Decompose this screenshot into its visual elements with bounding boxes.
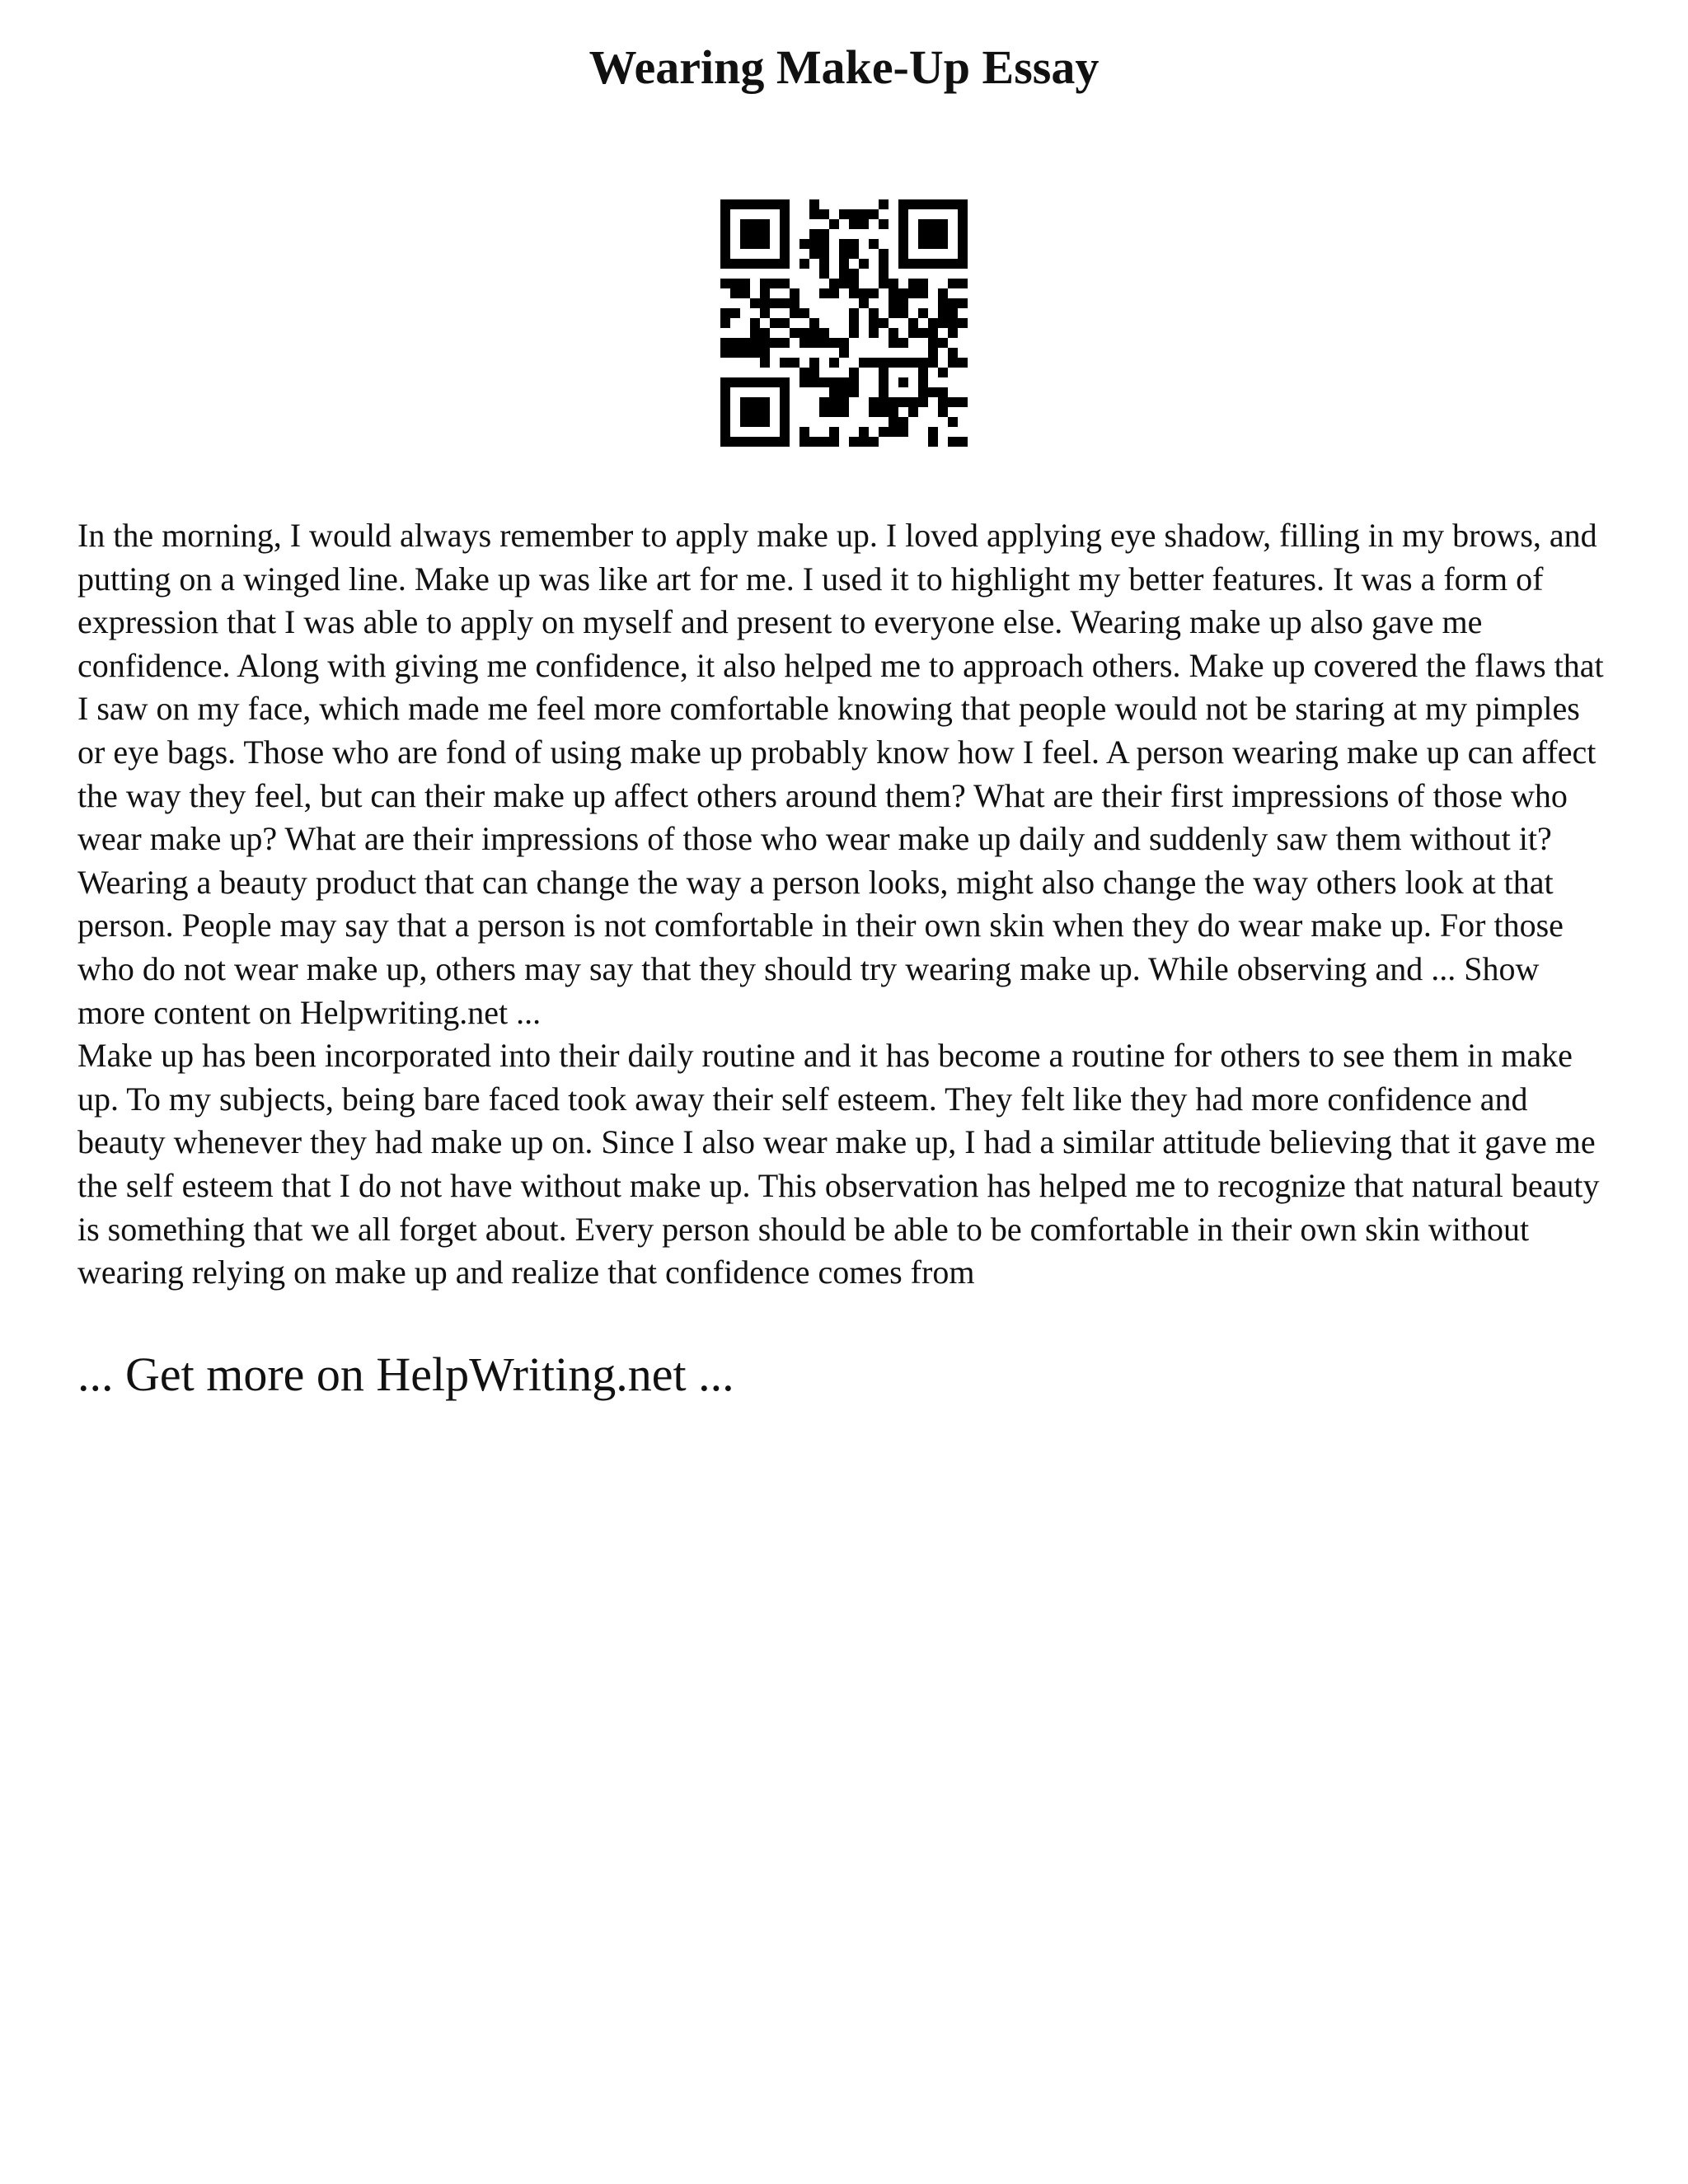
get-more-link[interactable]: ... Get more on HelpWriting.net ... — [77, 1347, 734, 1401]
qr-code-icon[interactable] — [720, 199, 968, 447]
essay-body — [77, 514, 1611, 1295]
essay-paragraph-1: In the morning, I would always remember to apply make up. I loved applying eye shadow, filling in my brows, and putting on a winged line. Make up was like art for me. I used it to highlight my better features. It was a form of expression that I was able to apply on myself and present to everyone else. Wearing make up also gave me confidence. Along with giving me confidence, it also helped me to approach others. Make up covered the flaws that I saw on my face, which made me feel more comfortable knowing that people would not be staring at my pimples or eye bags. Those who are fond of using make up probably know how I feel. A person wearing make up can affect the way they feel, but can their make up affect others around them? What are their first impressions of those who wear make up? What are their impressions of those who wear make up daily and suddenly saw them without it? Wearing a beauty product that can change the way a person looks, might also change the way others look at that person. People may say that a person is not comfortable in their own skin when they do wear make up. For those who do not wear make up, others may say that they should try wearing make up. While observing and ... Show more content on Helpwriting.net ... — [77, 517, 1604, 1031]
qr-container — [77, 199, 1611, 447]
page-title: Wearing Make-Up Essay — [588, 40, 1100, 94]
essay-paragraph-2: Make up has been incorporated into their daily routine and it has become a routine for others to see them in make up. To my subjects, being bare faced took away their self esteem. They felt like they had more confidence and beauty whenever they had make up on. Since I also wear make up, I had a similar attitude believing that it gave me the self esteem that I do not have without make up. This observation has helped me to recognize that natural beauty is something that we all forget about. Every person should be able to be comfortable in their own skin without wearing relying on make up and realize that confidence comes from — [77, 1037, 1600, 1291]
